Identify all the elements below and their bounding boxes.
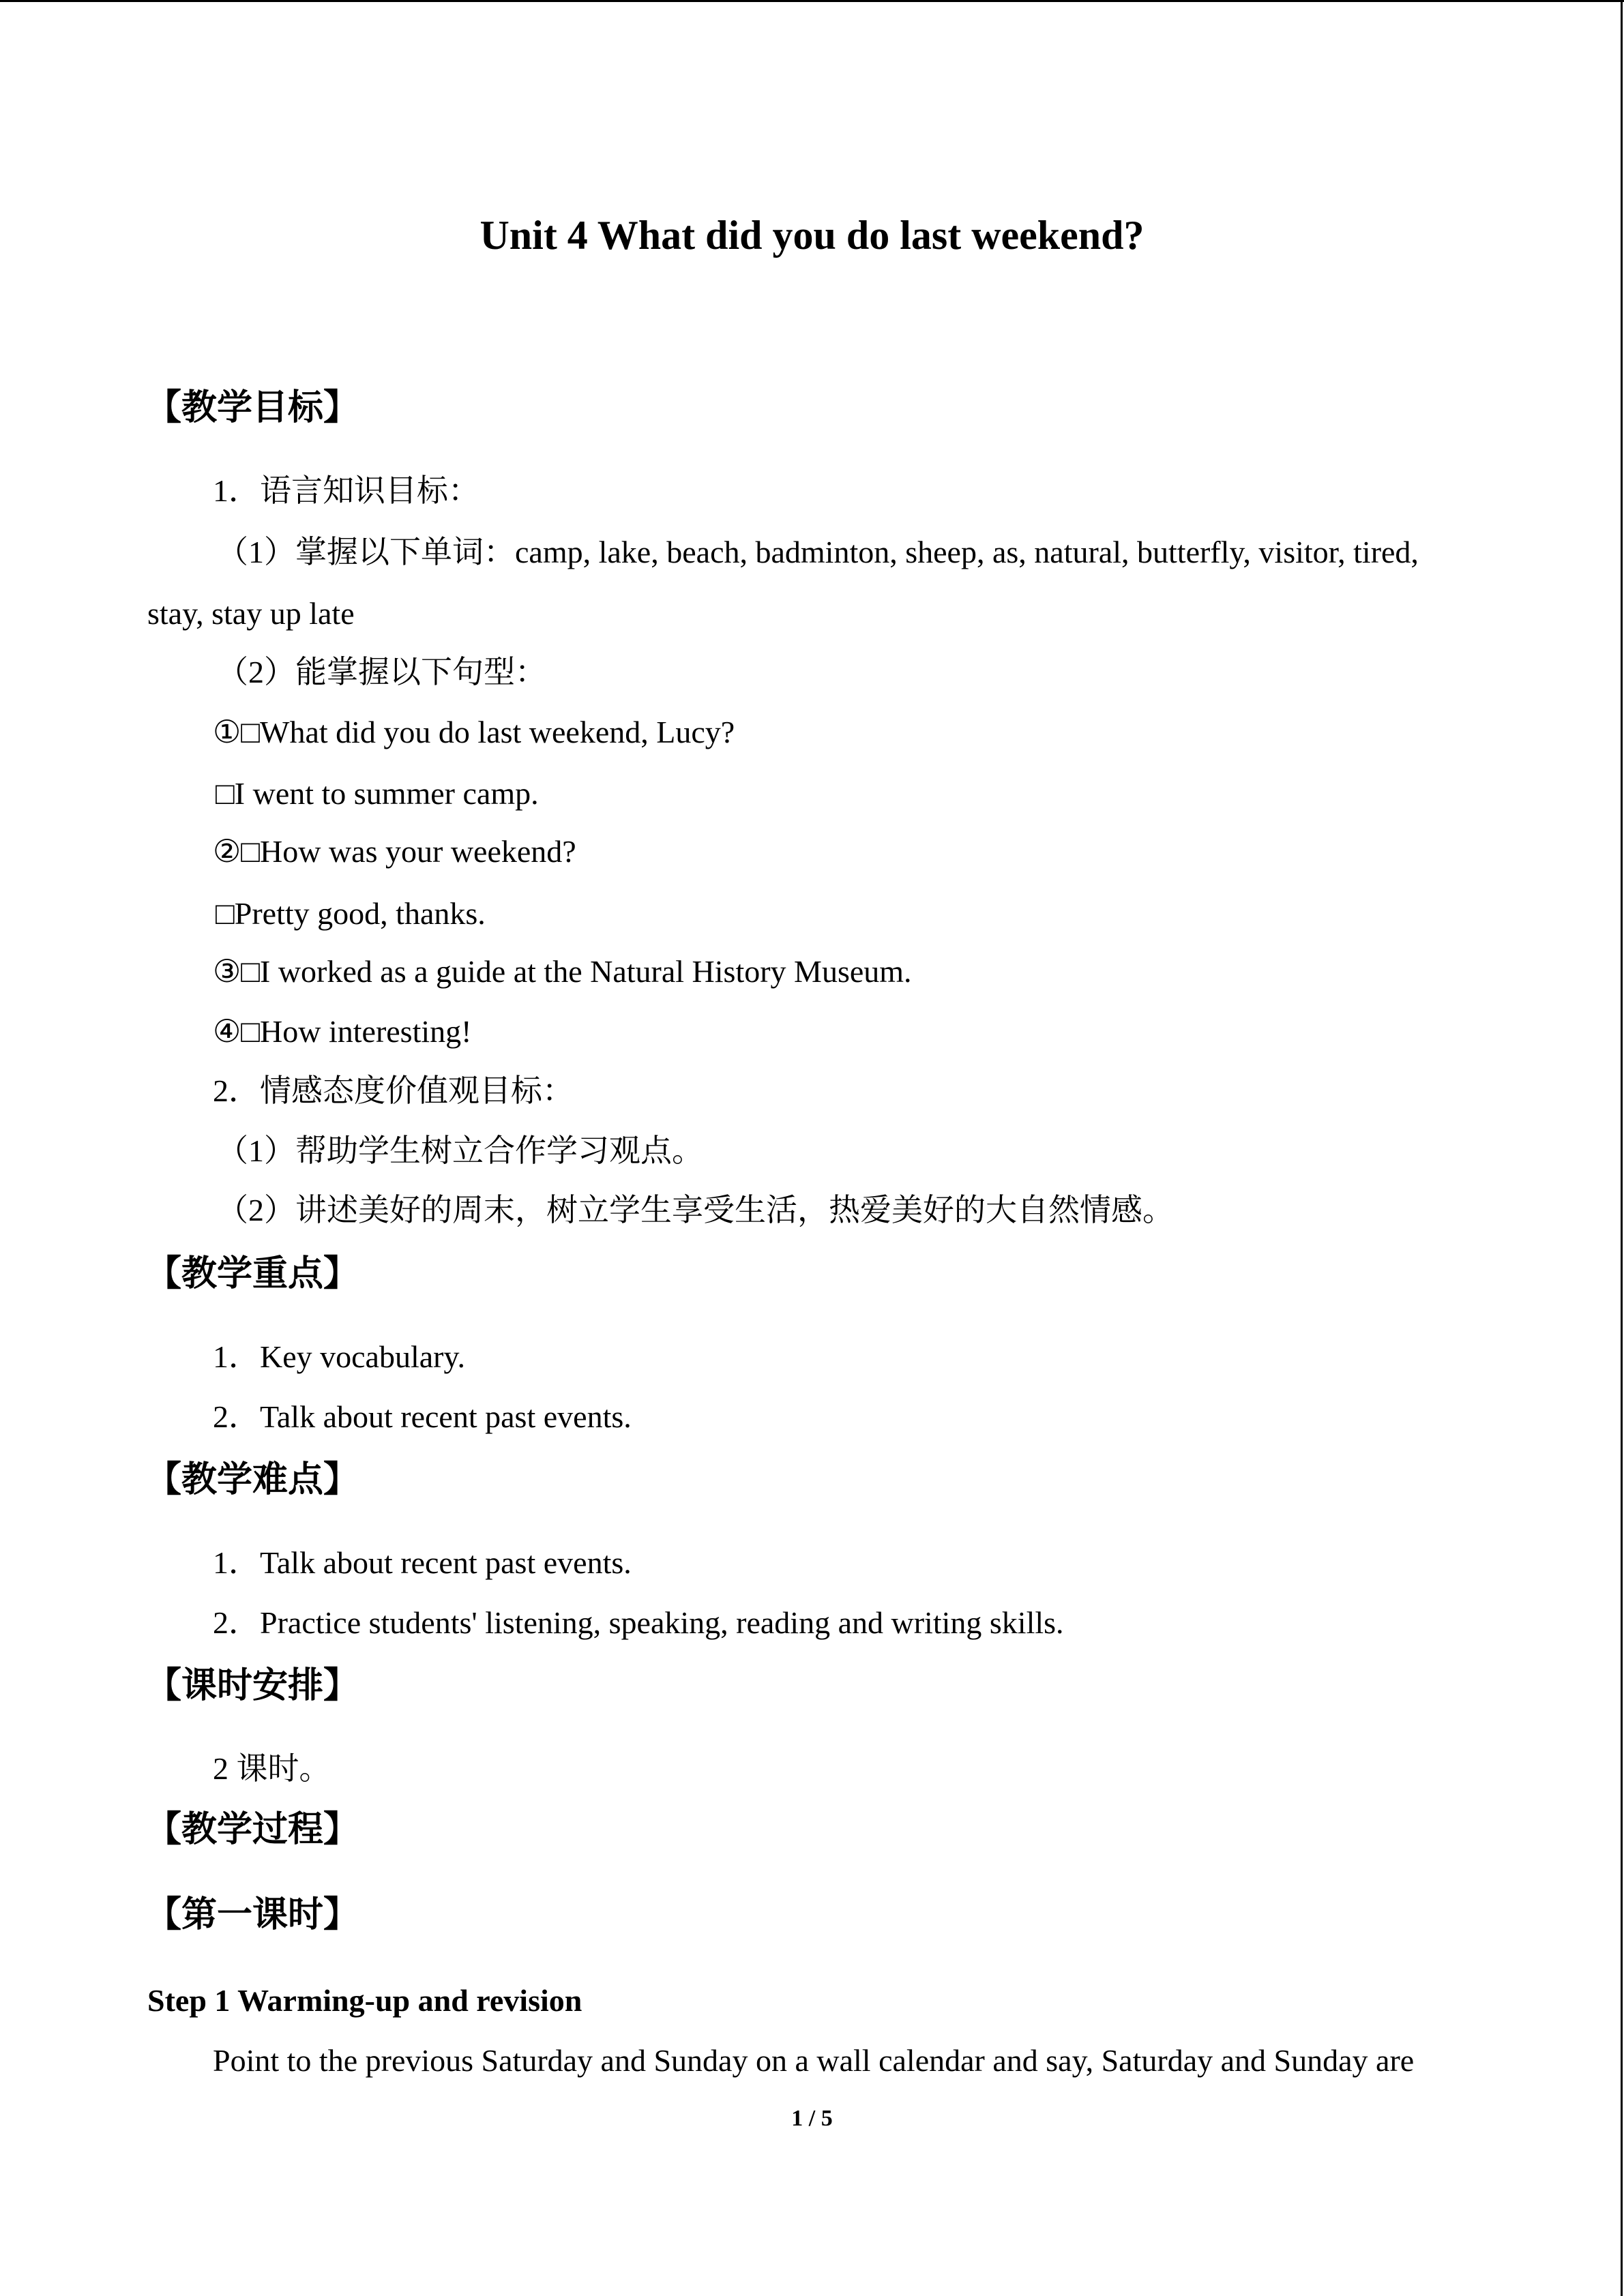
difficulty-item: 1．Talk about recent past events. [213, 1545, 632, 1580]
knowledge-goal: 1．语言知识目标： [213, 473, 479, 508]
step-text: Point to the previous Saturday and Sunday on a wall calendar and say, Saturday and Sunday are [213, 2043, 1415, 2078]
step-heading: Step 1 Warming-up and revision [147, 1983, 582, 2018]
page-top-border [0, 0, 1624, 2]
vocab-line-1: （1）掌握以下单词：camp, lake, beach, badminton, sheep, as, natural, butterfly, visitor, tired, [217, 535, 1419, 569]
sentence-item: □Pretty good, thanks. [216, 896, 486, 931]
sentence-intro: （2）能掌握以下句型： [217, 655, 546, 689]
sentence-item: ①□What did you do last weekend, Lucy? [213, 715, 735, 749]
difficulty-item: 2．Practice students' listening, speaking, reading and writing skills. [213, 1605, 1064, 1640]
emotion-item: （1）帮助学生树立合作学习观点。 [217, 1133, 703, 1168]
schedule-text: 2 课时。 [213, 1751, 331, 1786]
vocab-line-2: stay, stay up late [147, 596, 355, 631]
key-point-item: 2．Talk about recent past events. [213, 1399, 632, 1434]
sentence-item: ④□How interesting! [213, 1014, 472, 1049]
key-point-item: 1．Key vocabulary. [213, 1339, 465, 1374]
section-heading-difficulties: 【教学难点】 [146, 1459, 359, 1500]
sentence-item: □I went to summer camp. [216, 776, 539, 811]
section-heading-objectives: 【教学目标】 [146, 387, 359, 428]
page-number: 1 / 5 [791, 2106, 833, 2131]
document-title: Unit 4 What did you do last weekend? [479, 213, 1145, 258]
emotion-item: （2）讲述美好的周末，树立学生享受生活，热爱美好的大自然情感。 [217, 1193, 1174, 1227]
emotion-goal: 2．情感态度价值观目标： [213, 1073, 574, 1108]
section-heading-first-lesson: 【第一课时】 [146, 1894, 359, 1935]
page-right-border [1621, 0, 1623, 2296]
section-heading-schedule: 【课时安排】 [146, 1665, 359, 1706]
section-heading-key-points: 【教学重点】 [146, 1253, 359, 1294]
sentence-item: ③□I worked as a guide at the Natural History Museum. [213, 954, 912, 989]
section-heading-process: 【教学过程】 [146, 1809, 359, 1850]
sentence-item: ②□How was your weekend? [213, 834, 576, 869]
